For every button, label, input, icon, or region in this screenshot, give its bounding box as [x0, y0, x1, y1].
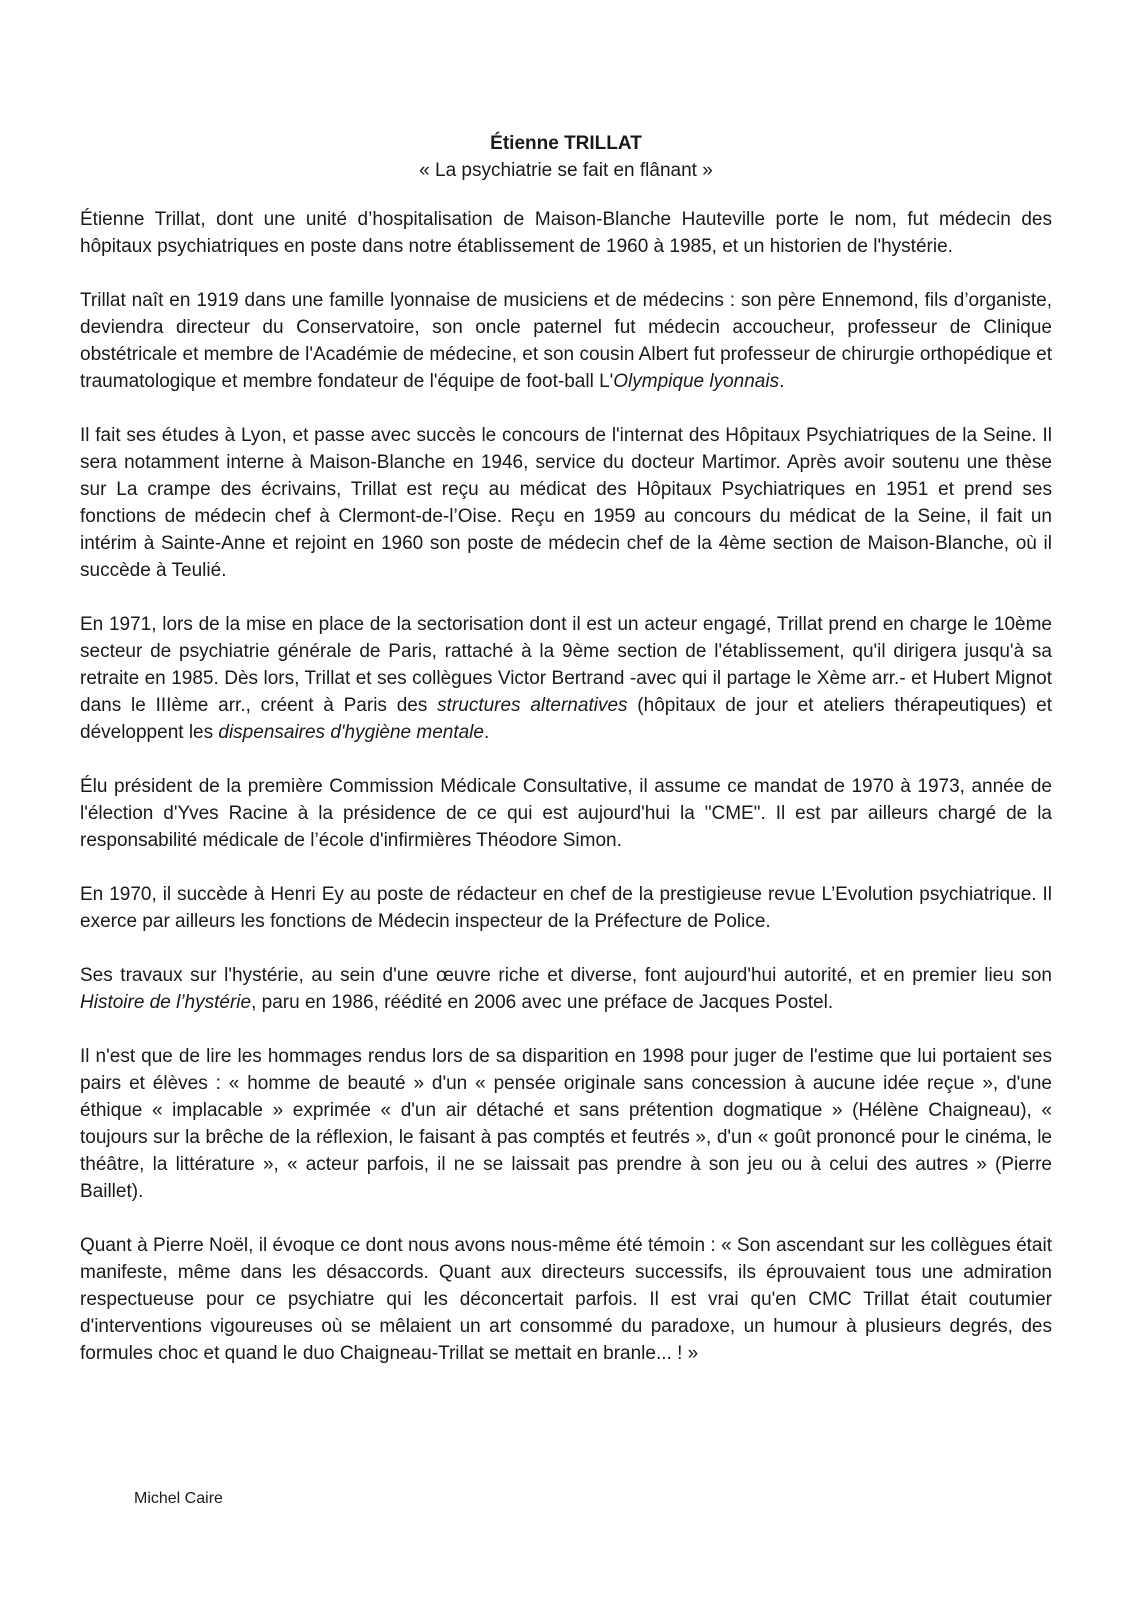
paragraph [80, 287, 1052, 395]
paragraph [80, 1043, 1052, 1205]
paragraph-text: (hôpitaux de jour et ateliers thérapeutiques) et développent les [80, 695, 1053, 743]
paragraph-text: Trillat naît en 1919 dans une famille lyonnaise de musiciens et de médecins : son père Ennemond, fils d’organiste, deviendra directeur du Conservatoire, son oncle paternel fut médecin accoucheur, professeur de Clinique obstétricale et membre de l'Académie de médecine, et son cousin Albert fut professeur de chirurgie orthopédique et traumatologique et membre fondateur de l'équipe de foot-ball L' [80, 290, 1052, 392]
paragraph [80, 881, 1052, 935]
paragraph-text: Étienne Trillat, dont une unité d’hospitalisation de Maison-Blanche Hauteville porte le nom, fut médecin des hôpitaux psychiatriques en poste dans notre établissement de 1960 à 1985, et un historien de l'hystérie. [80, 209, 1052, 257]
document-page [80, 130, 1052, 1394]
page-subtitle: « La psychiatrie se fait en flânant » [419, 160, 713, 181]
author-signature: Michel Caire [134, 1490, 223, 1507]
italic-text: dispensaires d'hygiène mentale [218, 722, 484, 743]
italic-text: structures alternatives [437, 695, 628, 716]
paragraph-text: . [779, 371, 785, 392]
article-body [80, 206, 1052, 1367]
title-block [80, 130, 1052, 184]
paragraph-text: Quant à Pierre Noël, il évoque ce dont nous avons nous-même été témoin : « Son ascendant sur les collègues était manifeste, même dans les désaccords. Quant aux directeurs successifs, ils éprouvaient tous une admiration respectueuse pour ce psychiatre qui les déconcertait parfois. Il est vrai qu'en CMC Trillat était coutumier d'interventions vigoureuses où se mêlaient un art consommé du paradoxe, un humour à plusieurs degrés, des formules choc et quand le duo Chaigneau-Trillat se mettait en branle... ! » [80, 1235, 1052, 1364]
paragraph [80, 1232, 1052, 1367]
paragraph-text: , paru en 1986, réédité en 2006 avec une préface de Jacques Postel. [251, 992, 834, 1013]
italic-text: Olympique lyonnais [613, 371, 780, 392]
italic-text: Histoire de l’hystérie [80, 992, 252, 1013]
paragraph-text: . [483, 722, 490, 743]
paragraph [80, 611, 1052, 746]
paragraph [80, 773, 1052, 854]
paragraph-text: Ses travaux sur l'hystérie, au sein d'une œuvre riche et diverse, font aujourd'hui autorité, et en premier lieu son [80, 965, 1052, 986]
paragraph [80, 206, 1052, 260]
page-title: Étienne TRILLAT [490, 133, 642, 154]
paragraph-text: En 1971, lors de la mise en place de la sectorisation dont il est un acteur engagé, Trillat prend en charge le 10ème secteur de psychiatrie générale de Paris, rattaché à la 9ème section de l'établissement, qu'il dirigera jusqu'à sa retraite en 1985. Dès lors, Trillat et ses collègues Victor Bertrand -avec qui il partage le Xème arr.- et Hubert Mignot dans le IIIème arr., créent à Paris des [80, 614, 1052, 716]
paragraph-text: Il fait ses études à Lyon, et passe avec succès le concours de l'internat des Hôpitaux Psychiatriques de la Seine. Il sera notamment interne à Maison-Blanche en 1946, service du docteur Martimor. Après avoir soutenu une thèse sur La crampe des écrivains, Trillat est reçu au médicat des Hôpitaux Psychiatriques en 1951 et prend ses fonctions de médecin chef à Clermont-de-l’Oise. Reçu en 1959 au concours du médicat de la Seine, il fait un intérim à Sainte-Anne et rejoint en 1960 son poste de médecin chef de la 4ème section de Maison-Blanche, où il succède à Teulié. [80, 425, 1052, 581]
paragraph [80, 422, 1052, 584]
paragraph-text: Élu président de la première Commission Médicale Consultative, il assume ce mandat de 1970 à 1973, année de l'élection d'Yves Racine à la présidence de ce qui est aujourd'hui la "CME". Il est par ailleurs chargé de la responsabilité médicale de l’école d'infirmières Théodore Simon. [80, 776, 1052, 851]
paragraph-text: En 1970, il succède à Henri Ey au poste de rédacteur en chef de la prestigieuse revue L’Evolution psychiatrique. Il exerce par ailleurs les fonctions de Médecin inspecteur de la Préfecture de Police. [80, 884, 1052, 932]
paragraph [80, 962, 1052, 1016]
paragraph-text: Il n'est que de lire les hommages rendus lors de sa disparition en 1998 pour juger de l'estime que lui portaient ses pairs et élèves : « homme de beauté » d'un « pensée originale sans concession à aucune idée reçue », d'une éthique « implacable » exprimée « d'un air détaché et sans prétention dogmatique » (Hélène Chaigneau), « toujours sur la brêche de la réflexion, le faisant à pas comptés et feutrés », d'un « goût prononcé pour le cinéma, le théâtre, la littérature », « acteur parfois, il ne se laissait pas prendre à son jeu ou à celui des autres » (Pierre Baillet). [80, 1046, 1052, 1202]
